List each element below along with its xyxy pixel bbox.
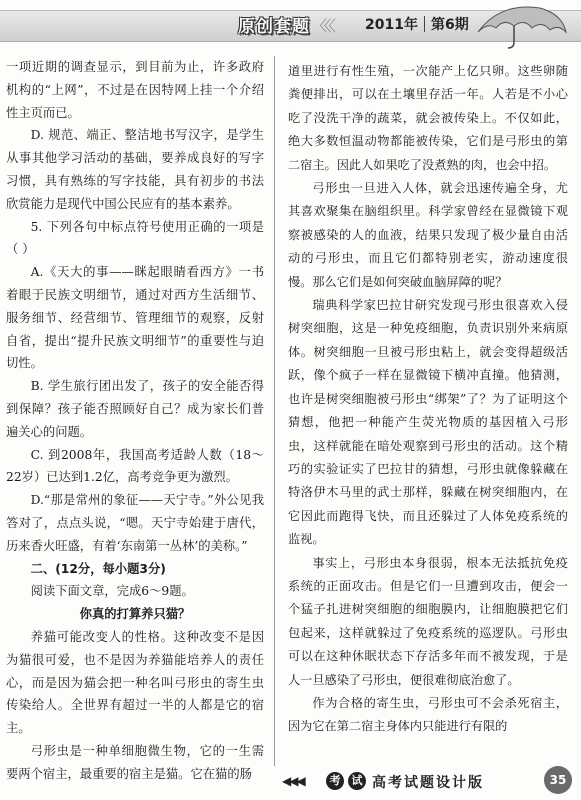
article-paragraph: 道里进行有性生殖，一次能产上亿只卵。这些卵随粪便排出，可以在土壤里存活一年。人若是不小心吃了没洗干净的蔬菜，就会被传染上。不仅如此，绝大多数恒温动物都能被传染，它们是弓形虫的第二宿主。因此人如果吃了没煮熟的肉，也会中招。 xyxy=(288,64,568,172)
article-paragraph: 弓形虫是一种单细胞微生物，它的一生需要两个宿主，最重要的宿主是猫。它在猫的肠 xyxy=(6,743,264,781)
magazine-edition: 高考试题设计版 xyxy=(372,775,484,791)
page-number: 35 xyxy=(544,766,572,794)
issue-info xyxy=(365,12,469,36)
question-5-option-d: D.“那是常州的象征——天宁寺。”外公见我答对了，点点头说，“嗯。天宁寺始建于唐代，历来香火旺盛，有着‘东南第一丛林’的美称。” xyxy=(6,493,264,553)
issue-divider xyxy=(424,16,425,32)
kao-badge: 考 xyxy=(326,772,344,790)
question-5-option-c: C. 到2008年，我国高考适龄人数（18～22岁）已达到1.2亿，高考竞争更为激烈。 xyxy=(6,447,264,485)
article-title: 你真的打算养只猫？ xyxy=(79,607,191,622)
question-5-option-b: B. 学生旅行团出发了，孩子的安全能否得到保障？孩子能否照顾好自己？成为家长们普遍关心的问题。 xyxy=(6,379,264,439)
section-instruction: 阅读下面文章，完成6～9题。 xyxy=(30,584,194,599)
article-paragraph: 瑞典科学家巴拉甘研究发现弓形虫很喜欢入侵树突细胞，这是一种免疫细胞，负责识别外来病原体。树突细胞一旦被弓形虫粘上，就会变得超级活跃，像个疯子一样在显微镜下横冲直撞。他猜测，也许是树突细胞被弓形虫“绑架”了？为了证明这个猜想，他把一种能产生荧光物质的基因植入弓形虫，这样就能在暗处观察到弓形虫的活动。这个精巧的实验证实了巴拉甘的猜想，弓形虫就像躲藏在特洛伊木马里的武士那样，躲藏在树突细胞内，在它因此而跑得飞快，而且还躲过了人体免疫系统的监视。 xyxy=(288,298,568,547)
issue-number: 第6期 xyxy=(430,17,469,33)
question-5-option-a: A.《天大的事——眯起眼睛看西方》一书着眼于民族文明细节，通过对西方生活细节、服务细节、经营细节、管理细节的观察，反射自省，提出“提升民族文明细节”的重要性与迫切性。 xyxy=(6,265,264,371)
question-5: 5. 下列各句中标点符号使用正确的一项是（ ） xyxy=(6,219,264,257)
issue-year: 2011年 xyxy=(365,17,418,33)
article-paragraph: 作为合格的寄生虫，弓形虫可不会杀死宿主，因为它在第二宿主身体内只能进行有限的 xyxy=(288,695,568,734)
column-divider xyxy=(274,56,275,766)
paragraph: 一项近期的调查显示，到目前为止，许多政府机构的“上网”，不过是在因特网上挂一个介绍性主页而已。 xyxy=(6,60,264,120)
article-paragraph: 弓形虫一旦进入人体，就会迅速传遍全身，尤其喜欢聚集在脑组织里。科学家曾经在显微镜下观察被感染的人的血液，结果只发现了极少量自由活动的弓形虫，而且它们都特别老实，游动速度很慢。那么它们是如何突破血脑屏障的呢？ xyxy=(288,181,568,289)
left-column xyxy=(6,56,264,786)
umbrella-icon xyxy=(470,2,570,52)
page-header xyxy=(0,0,581,52)
arrow-decoration: ◀◀◀ xyxy=(282,774,304,788)
magazine-brand: 原创套题 xyxy=(238,17,310,37)
section-heading: 二、(12分，每小题3分) xyxy=(30,561,166,576)
shi-badge: 试 xyxy=(348,772,366,790)
chevron-decoration: 〈〈〈 xyxy=(312,17,334,35)
article-paragraph: 养猫可能改变人的性格。这种改变不是因为猫很可爱，也不是因为养猫能培养人的责任心，而是因为猫会把一种名叫弓形虫的寄生虫传染给人。全世界有超过一半的人都是它的宿主。 xyxy=(6,629,264,736)
right-column xyxy=(288,60,568,739)
page-footer xyxy=(282,768,581,800)
article-paragraph: 事实上，弓形虫本身很弱，根本无法抵抗免疫系统的正面攻击。但是它们一旦遭到攻击，便会一个猛子扎进树突细胞的细胞膜内，让细胞膜把它们包起来，这样就躲过了免疫系统的巡逻队。弓形虫可以在这种休眠状态下存活多年而不被发现，于是人一旦感染了弓形虫，便很难彻底治愈了。 xyxy=(288,555,568,687)
option-d: D. 规范、端正、整洁地书写汉字，是学生从事其他学习活动的基础，要养成良好的写字习惯，具有熟练的写字技能，具有初步的书法欣赏能力是现代中国公民应有的基本素养。 xyxy=(6,128,264,211)
